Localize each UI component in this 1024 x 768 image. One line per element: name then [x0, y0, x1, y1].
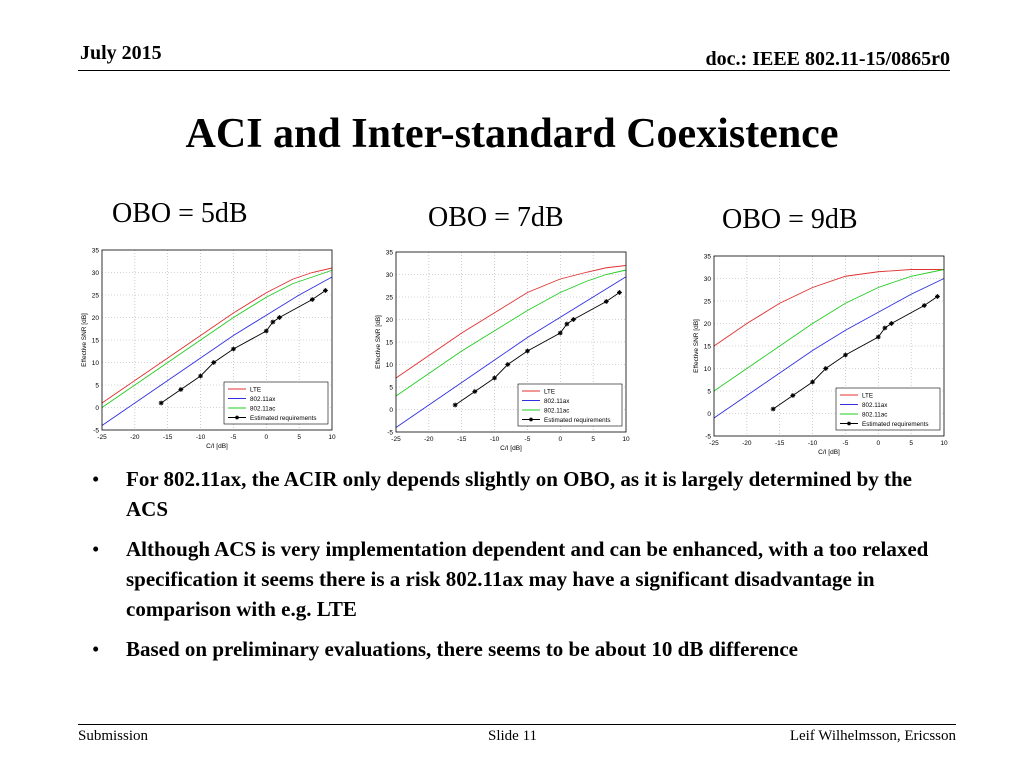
legend-entry: LTE	[862, 392, 874, 400]
bullet-marker: •	[92, 637, 100, 661]
data-point-star	[823, 366, 828, 371]
chart-legend	[224, 382, 328, 424]
y-tick-label: 20	[703, 320, 711, 328]
x-tick-label: 0	[558, 436, 563, 443]
y-tick-label: 0	[389, 406, 393, 414]
x-tick-label: -15	[163, 434, 173, 441]
x-axis-label: C/I [dB]	[500, 445, 522, 452]
y-tick-label: 10	[703, 365, 711, 373]
chart-obo-5	[78, 244, 348, 459]
data-point-star	[323, 288, 328, 293]
x-tick-label: -5	[230, 434, 237, 441]
legend-entry: Estimated requirements	[544, 416, 611, 424]
y-tick-label: 10	[91, 359, 99, 367]
data-point-star	[882, 326, 887, 331]
data-point-star	[922, 303, 927, 308]
x-tick-label: 0	[264, 434, 269, 441]
chart-label-obo-5: OBO = 5dB	[112, 198, 248, 229]
bullet-marker: •	[92, 467, 100, 491]
y-tick-label: 5	[389, 384, 393, 392]
bullet-list	[92, 464, 942, 674]
legend-entry: Estimated requirements	[250, 414, 317, 422]
x-tick-label: -10	[807, 440, 818, 447]
data-point-star	[505, 362, 510, 367]
y-tick-label: -5	[387, 429, 393, 437]
x-axis-label: C/I [dB]	[206, 443, 228, 450]
data-point-star	[178, 387, 183, 392]
data-point-star	[231, 347, 236, 352]
footer-divider	[78, 724, 956, 725]
y-tick-label: 25	[91, 292, 99, 300]
y-tick-label: -5	[705, 433, 711, 441]
data-point-star	[264, 329, 269, 334]
bullet-text: Based on preliminary evaluations, there seems to be about 10 dB difference	[126, 637, 798, 661]
y-tick-label: 5	[95, 382, 99, 390]
footer-submission: Submission	[78, 728, 149, 744]
data-point-star	[771, 407, 776, 412]
bullet-marker: •	[92, 537, 100, 561]
data-point-star	[310, 297, 315, 302]
x-tick-label: 5	[297, 434, 301, 441]
y-axis-label: Effective SNR [dB]	[81, 313, 88, 367]
y-tick-label: 15	[385, 339, 393, 347]
data-point-star	[847, 422, 851, 426]
bullet-item	[92, 634, 942, 664]
x-tick-label: 10	[328, 434, 336, 441]
x-tick-label: -20	[424, 436, 434, 443]
y-axis-label: Effective SNR [dB]	[693, 319, 700, 373]
y-tick-label: 30	[703, 275, 711, 283]
data-point-star	[810, 380, 815, 385]
chart-obo-9	[690, 250, 960, 465]
bullet-text: For 802.11ax, the ACIR only depends slightly on OBO, as it is largely determined by the ACS	[126, 467, 912, 521]
bullet-item	[92, 534, 942, 624]
legend-entry: 802.11ac	[544, 407, 570, 415]
legend-entry: 802.11ac	[250, 405, 276, 413]
data-point-star	[889, 321, 894, 326]
header-divider	[78, 70, 950, 71]
data-point-star	[277, 315, 282, 320]
data-point-star	[843, 353, 848, 358]
y-tick-label: 20	[91, 314, 99, 322]
y-tick-label: 0	[707, 410, 711, 418]
data-point-star	[935, 294, 940, 299]
x-tick-label: -5	[524, 436, 531, 443]
data-point-star	[270, 320, 275, 325]
y-tick-label: -5	[93, 427, 99, 435]
y-tick-label: 35	[91, 247, 99, 255]
y-tick-label: 15	[91, 337, 99, 345]
footer-slide-number: Slide 11	[488, 728, 538, 744]
data-point-star	[472, 389, 477, 394]
x-tick-label: 5	[909, 440, 913, 447]
legend-entry: Estimated requirements	[862, 420, 929, 428]
y-tick-label: 15	[703, 343, 711, 351]
x-axis-label: C/I [dB]	[818, 449, 840, 456]
y-tick-label: 0	[95, 404, 99, 412]
x-tick-label: 0	[876, 440, 881, 447]
data-point-star	[604, 299, 609, 304]
data-point-star	[571, 317, 576, 322]
x-tick-label: 10	[940, 440, 948, 447]
data-point-star	[876, 335, 881, 340]
chart-svg	[372, 246, 642, 461]
y-tick-label: 30	[385, 271, 393, 279]
chart-label-obo-7: OBO = 7dB	[428, 202, 564, 233]
chart-obo-7	[372, 246, 642, 461]
x-tick-label: 5	[591, 436, 595, 443]
x-tick-label: -25	[97, 434, 107, 441]
chart-legend	[836, 388, 940, 430]
chart-svg	[78, 244, 348, 459]
chart-svg	[690, 250, 960, 465]
y-tick-label: 25	[385, 294, 393, 302]
y-tick-label: 35	[385, 249, 393, 257]
x-tick-label: -25	[709, 440, 719, 447]
y-tick-label: 30	[91, 269, 99, 277]
footer-author: Leif Wilhelmsson, Ericsson	[789, 728, 956, 744]
data-point-star	[558, 331, 563, 336]
data-point-star	[198, 374, 203, 379]
x-tick-label: -5	[842, 440, 849, 447]
chart-legend	[518, 384, 622, 426]
data-point-star	[453, 403, 458, 408]
legend-entry: 802.11ax	[544, 397, 570, 405]
y-tick-label: 35	[703, 253, 711, 261]
y-tick-label: 10	[385, 361, 393, 369]
data-point-star	[564, 322, 569, 327]
bullet-text: Although ACS is very implementation dependent and can be enhanced, with a too relaxed specification it seems there is a risk 802.11ax may have a significant disadvantage in comparison with e.g. LTE	[126, 537, 929, 621]
x-tick-label: -20	[742, 440, 752, 447]
y-tick-label: 5	[707, 388, 711, 396]
data-point-star	[235, 416, 239, 420]
data-point-star	[525, 349, 530, 354]
bullet-item	[92, 464, 942, 524]
legend-entry: 802.11ax	[862, 401, 888, 409]
data-point-star	[492, 376, 497, 381]
chart-label-obo-9: OBO = 9dB	[722, 204, 858, 235]
slide-title: ACI and Inter-standard Coexistence	[185, 111, 839, 157]
data-point-star	[159, 401, 164, 406]
x-tick-label: -15	[775, 440, 785, 447]
x-tick-label: -15	[457, 436, 467, 443]
x-tick-label: 10	[622, 436, 630, 443]
legend-entry: 802.11ac	[862, 411, 888, 419]
legend-entry: LTE	[250, 386, 262, 394]
x-tick-label: -10	[489, 436, 500, 443]
y-axis-label: Effective SNR [dB]	[375, 315, 382, 369]
x-tick-label: -10	[195, 434, 206, 441]
y-tick-label: 20	[385, 316, 393, 324]
data-point-star	[617, 290, 622, 295]
x-tick-label: -25	[391, 436, 401, 443]
x-tick-label: -20	[130, 434, 140, 441]
legend-entry: 802.11ax	[250, 395, 276, 403]
y-tick-label: 25	[703, 298, 711, 306]
header-date: July 2015	[80, 42, 162, 64]
data-point-star	[790, 393, 795, 398]
legend-entry: LTE	[544, 388, 556, 396]
data-point-star	[529, 418, 533, 422]
data-point-star	[211, 360, 216, 365]
header-doc-id: doc.: IEEE 802.11-15/0865r0	[705, 48, 950, 70]
